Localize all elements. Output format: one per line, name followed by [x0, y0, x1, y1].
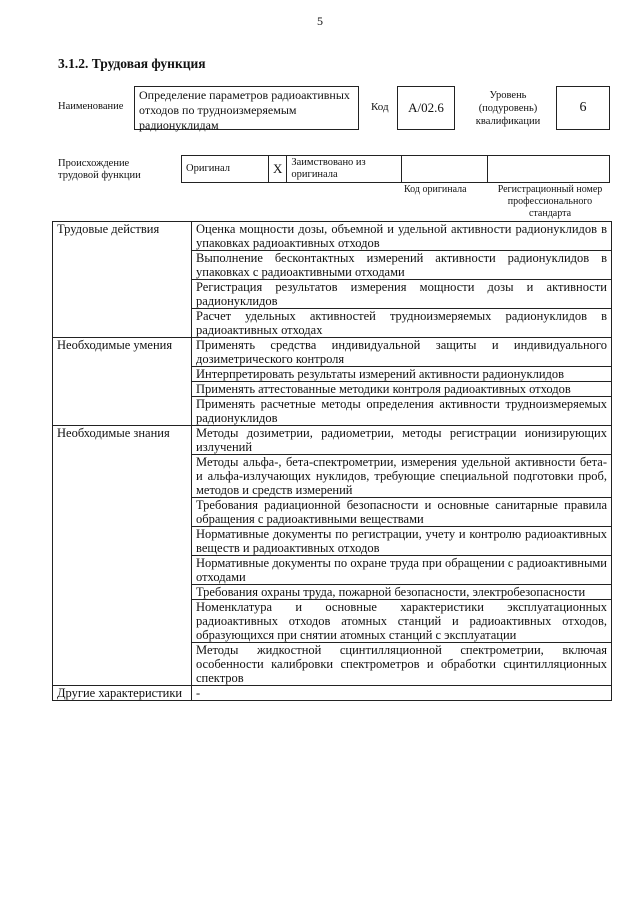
category-cell: Другие характеристики [53, 686, 192, 701]
reg-number-cell [488, 156, 610, 183]
reg-number-caption: Регистрационный номер профессионального стандарта [497, 184, 603, 219]
item-cell: Методы жидкостной сцинтилляционной спектрометрии, включая особенности калибровки спектрометров и обработки сцинтилляционных спектров [192, 643, 612, 686]
item-cell: Расчет удельных активностей трудноизмеряемых радионуклидов в радиоактивных отходах [192, 309, 612, 338]
table-row [53, 686, 612, 701]
item-cell: Применять аттестованные методики контроля радиоактивных отходов [192, 382, 612, 397]
level-label: Уровень (подуровень) квалификации [475, 90, 541, 127]
table-row [53, 222, 612, 251]
page-number: 5 [317, 14, 323, 28]
labor-function-table [52, 221, 612, 701]
origin-label: Происхождение трудовой функции [58, 158, 141, 181]
name-label: Наименование [58, 101, 124, 112]
origin-table [181, 155, 610, 183]
original-code-caption: Код оригинала [404, 184, 467, 195]
original-code-cell [402, 156, 488, 183]
code-label: Код [371, 101, 389, 113]
function-name-box: Определение параметров радиоактивных отходов по трудноизмеряемым радионуклидам [134, 86, 359, 130]
category-cell: Необходимые умения [53, 338, 192, 426]
item-cell: Нормативные документы по охране труда при обращении с радиоактивными отходами [192, 556, 612, 585]
item-cell: Интерпретировать результаты измерений активности радионуклидов [192, 367, 612, 382]
item-cell: Применять средства индивидуальной защиты и индивидуального дозиметрического контроля [192, 338, 612, 367]
item-cell: Методы дозиметрии, радиометрии, методы регистрации ионизирующих излучений [192, 426, 612, 455]
borrowed-cell: Заимствовано из оригинала [287, 156, 402, 183]
code-value-box: А/02.6 [397, 86, 455, 130]
item-cell: Требования охраны труда, пожарной безопасности, электробезопасности [192, 585, 612, 600]
item-cell: Номенклатура и основные характеристики эксплуатационных радиоактивных отходов атомных станций и радиоактивных отходов, образующихся при снятии атомных станций с эксплуатации [192, 600, 612, 643]
item-cell: - [192, 686, 612, 701]
category-cell: Трудовые действия [53, 222, 192, 338]
item-cell: Применять расчетные методы определения активности трудноизмеряемых радионуклидов [192, 397, 612, 426]
section-title: 3.1.2. Трудовая функция [58, 56, 206, 71]
original-cell: Оригинал [182, 156, 269, 183]
table-row [53, 338, 612, 367]
original-mark: X [269, 156, 287, 183]
item-cell: Нормативные документы по регистрации, учету и контролю радиоактивных веществ и радиоактивных отходов [192, 527, 612, 556]
table-row [53, 426, 612, 455]
item-cell: Методы альфа-, бета-спектрометрии, измерения удельной активности бета- и альфа-излучающих нуклидов, требующие специальной подготовки проб, методов и средств измерений [192, 455, 612, 498]
item-cell: Оценка мощности дозы, объемной и удельной активности радионуклидов в упаковках радиоактивных отходов [192, 222, 612, 251]
item-cell: Выполнение бесконтактных измерений активности радионуклидов в упаковках с радиоактивными отходами [192, 251, 612, 280]
item-cell: Регистрация результатов измерения мощности дозы и активности радионуклидов [192, 280, 612, 309]
category-cell: Необходимые знания [53, 426, 192, 686]
level-value-box: 6 [556, 86, 610, 130]
item-cell: Требования радиационной безопасности и основные санитарные правила обращения с радиоактивными веществами [192, 498, 612, 527]
